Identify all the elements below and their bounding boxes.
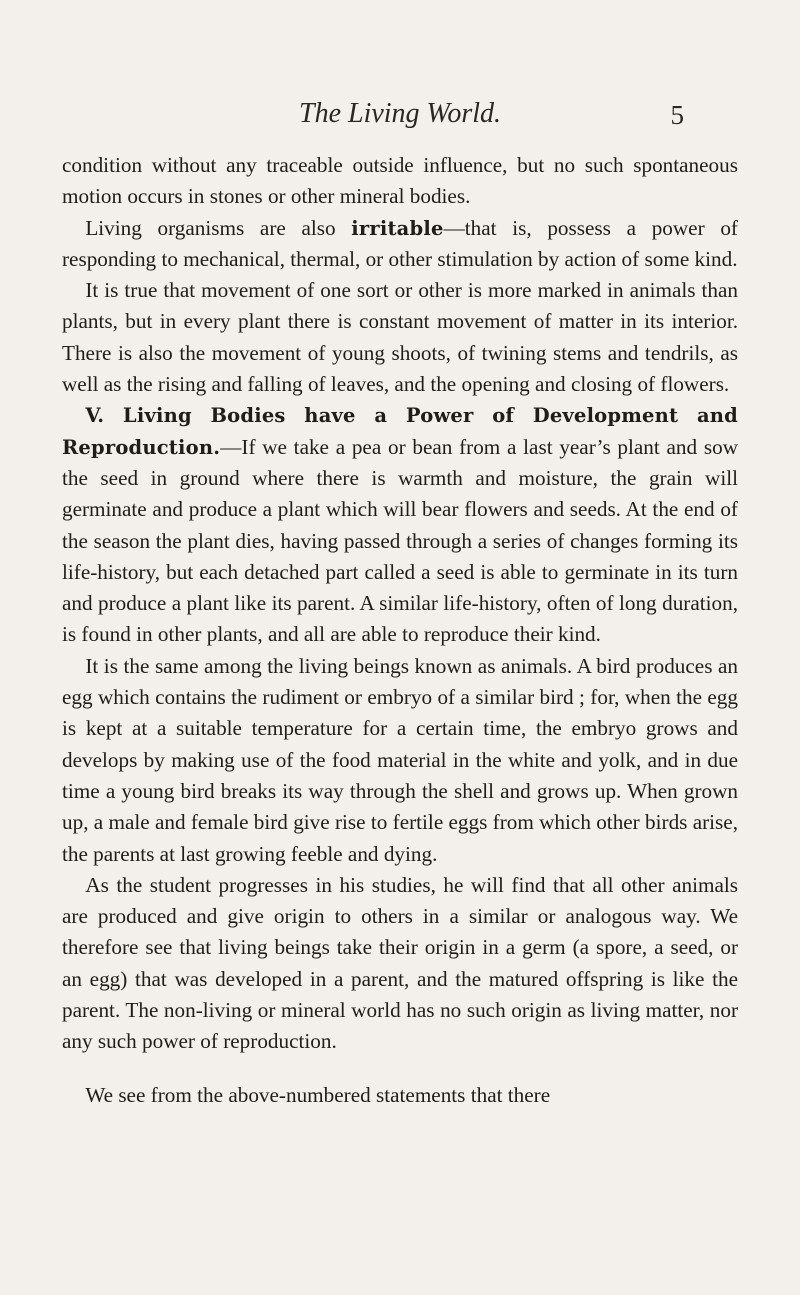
paragraph-7-text: We see from the above-numbered statements that there (85, 1082, 551, 1107)
paragraph-4-text: —If we take a pea or bean from a last year’s plant and sow the seed in ground where there is warmth and moisture, the grain will germinate and produce a plant which will bear flowers and seeds. At the end of the season the plant dies, having passed through a series of changes forming its life-history, but each detached part called a seed is able to germinate in its turn and produce a plant like its parent. A similar life-history, often of long duration, is found in other plants, and all are able to reproduce their kind. (62, 434, 738, 647)
paragraph-2-lead: Living organisms are also (85, 215, 352, 240)
paragraph-4 (62, 400, 738, 650)
paragraph-3-text: It is true that movement of one sort or other is more marked in animals than plants, but in every plant there is constant movement of matter in its interior. There is also the movement of young shoots, of twining stems and tendrils, as well as the rising and falling of leaves, and the opening and closing of flowers. (62, 278, 738, 397)
paragraph-1 (62, 150, 738, 213)
paragraph-2-text: —that is, possess a power of responding to mechanical, thermal, or other stimulation by action of some kind. (62, 215, 738, 271)
section-heading: V. Living Bodies have a Power of Development and Reproduction. (62, 404, 738, 459)
irritable-term: irritable (351, 216, 444, 240)
paragraph-6 (62, 870, 738, 1058)
body-text (62, 150, 738, 1111)
paragraph-3 (62, 275, 738, 400)
running-head (0, 98, 800, 138)
running-title: The Living World. (299, 98, 501, 129)
paragraph-2 (62, 213, 738, 276)
paragraph-7 (62, 1080, 738, 1111)
paragraph-6-text: As the student progresses in his studies, he will find that all other animals are produced and give origin to others in a similar or analogous way. We therefore see that living beings take their origin in a germ (a spore, a seed, or an egg) that was developed in a parent, and the matured offspring is like the parent. The non-living or mineral world has no such origin as living matter, nor any such power of reproduction. (62, 872, 738, 1054)
paragraph-1-text: condition without any traceable outside influence, but no such spontaneous motion occurs in stones or other mineral bodies. (62, 153, 738, 209)
paragraph-5 (62, 651, 738, 870)
paragraph-5-text: It is the same among the living beings known as animals. A bird produces an egg which contains the rudiment or embryo of a similar bird ; for, when the egg is kept at a suitable temperature for a certain time, the embryo grows and develops by making use of the food material in the white and yolk, and in due time a young bird breaks its way through the shell and grows up. When grown up, a male and female bird give rise to fertile eggs from which other birds arise, the parents at last growing feeble and dying. (62, 653, 739, 866)
page-number: 5 (670, 100, 684, 130)
